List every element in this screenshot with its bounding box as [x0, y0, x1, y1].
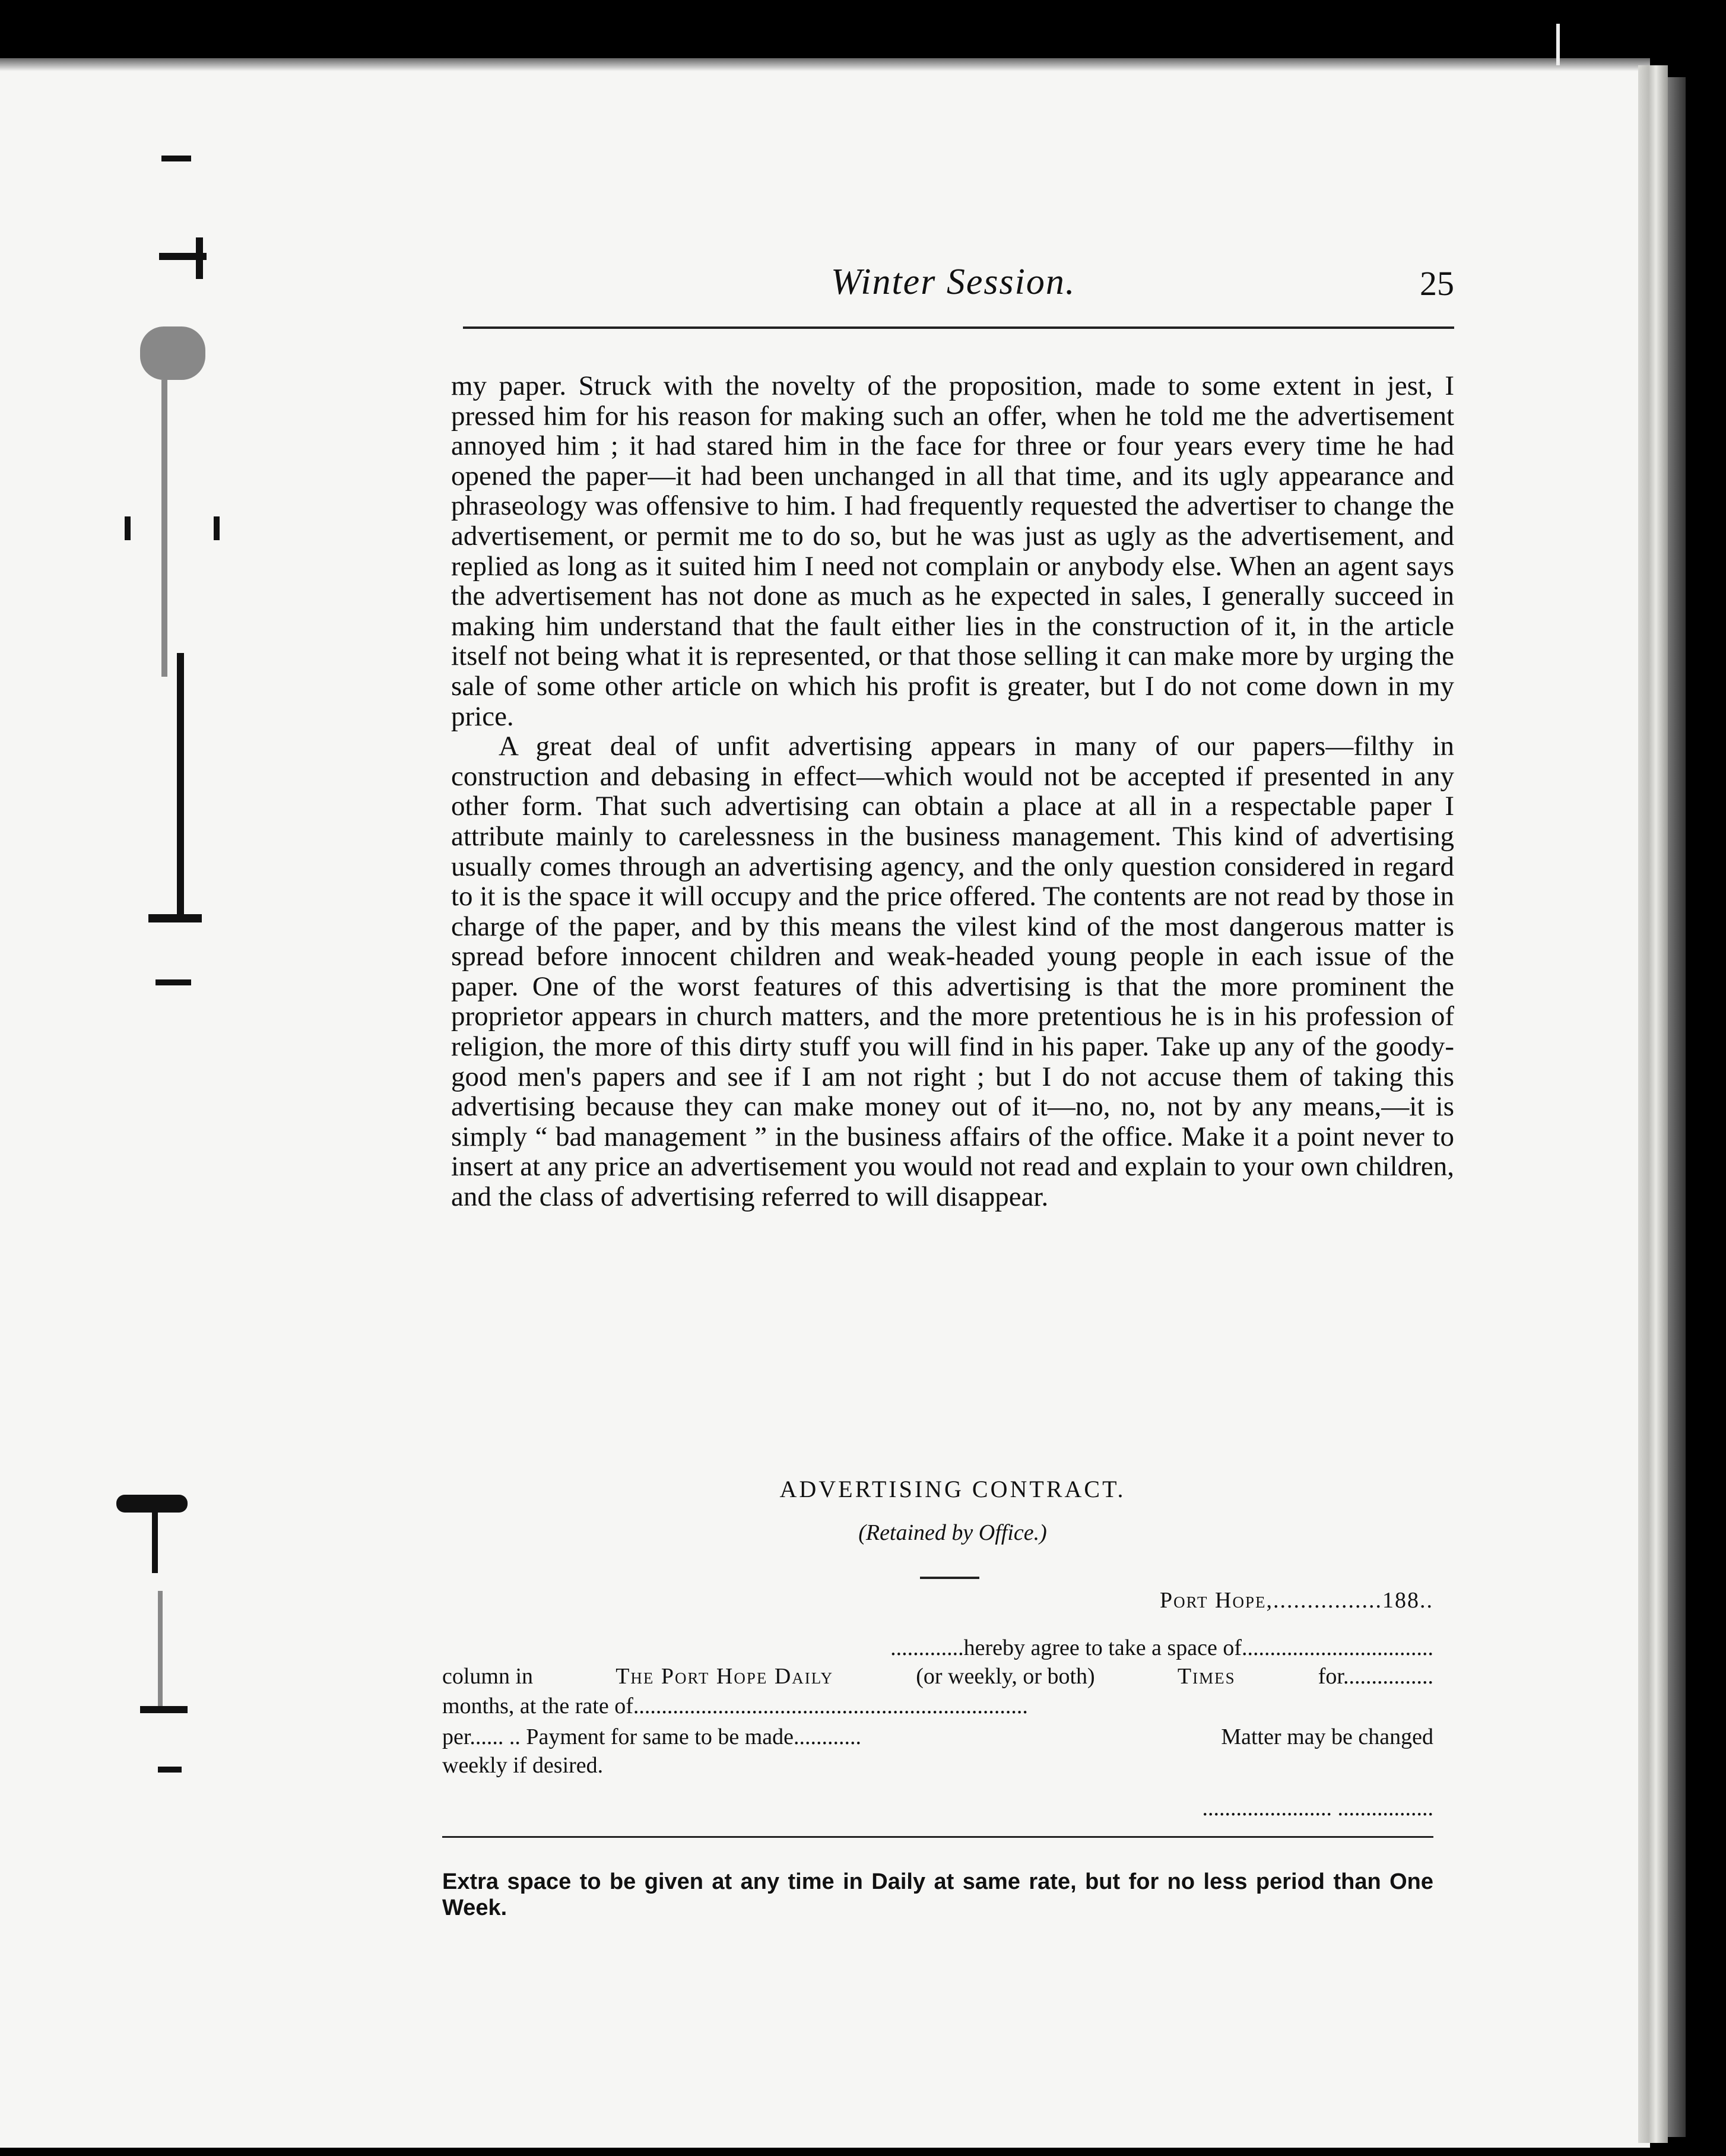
binding-mark	[158, 1591, 163, 1710]
page-edge-shadow	[1668, 77, 1686, 2137]
body-text	[451, 371, 1454, 1212]
place-date-line: Port Hope,................188..	[1160, 1588, 1433, 1613]
section-divider	[920, 1577, 979, 1579]
binding-mark	[148, 914, 202, 922]
paragraph: A great deal of unfit advertising appears in many of our papers—filthy in construction and debasing in effect—which would not be accepted if presented in any other form. That such advertising can obtain a place at all in a respectable paper I attribute mainly to carelessness in the business management. This kind of advertising usually comes through an advertising agency, and the only question considered in regard to it is the space it will occupy and the price offered. The contents are not read by those in charge of the paper, and by this means the vilest kind of the most dangerous matter is spread before innocent children and weak-headed young people in each issue of the paper. One of the worst features of this advertising is that the more prominent the proprietor appears in church matters, and the more pretentious he is in his profession of religion, the more of this dirty stuff you will find in his paper. Take up any of the goody-good men's papers and see if I am not right ; but I do not accuse them of taking this advertising because they can make money out of it—no, no, not by any means,—it is simply “ bad management ” in the business affairs of the office. Make it a point never to insert at any price an advertisement you would not read and explain to your own children, and the class of advertising referred to will disappear.	[451, 731, 1454, 1213]
paragraph: my paper. Struck with the novelty of the proposition, made to some extent in jest, I pressed him for his reason for making such an offer, when he told me the advertisement annoyed him ; it had stared him in the face for three or four years every time he had opened the paper—it had been unchanged in all that time, and its ugly appearance and phraseology was offensive to him. I had frequently requested the advertiser to change the advertisement, or permit me to do so, but he was just as ugly as the advertisement, and replied as long as it suited him I need not complain or anybody else. When an agent says the advertisement has not done as much as he expected in sales, I generally succeed in making him understand that the fault either lies in the construction of it, in the article itself not being what it is represented, or that those selling it can make more by urging the sale of some other article on which his profit is greater, but I do not come down in my price.	[451, 370, 1454, 732]
binding-mark	[140, 326, 205, 380]
footer-note: Extra space to be given at any time in Daily at same rate, but for no less period than One Week.	[442, 1869, 1433, 1920]
contract-line: per...... .. Payment for same to be made............ Matter may be changed	[442, 1724, 1433, 1749]
binding-mark	[214, 516, 220, 540]
binding-mark	[156, 979, 191, 985]
signature-line: ....................... .................	[1202, 1796, 1433, 1821]
binding-mark	[140, 1706, 188, 1713]
contract-subtitle: (Retained by Office.)	[858, 1520, 1047, 1545]
contract-line: .............hereby agree to take a space of..................................	[890, 1635, 1433, 1660]
binding-mark	[161, 156, 191, 161]
binding-mark	[161, 380, 167, 677]
binding-mark	[177, 653, 184, 914]
page-edge	[1638, 65, 1668, 2143]
contract-line: weekly if desired.	[442, 1753, 604, 1778]
running-head: Winter Session.	[831, 262, 1076, 302]
page-header	[463, 261, 1454, 309]
binding-mark	[152, 1508, 158, 1573]
binding-mark	[196, 237, 203, 279]
binding-mark	[125, 516, 131, 540]
header-rule	[463, 326, 1454, 329]
contract-line: column in The Port Hope Daily (or weekly, or both) Times for................	[442, 1664, 1433, 1689]
binding-mark	[158, 1767, 182, 1773]
binding-mark	[1556, 24, 1560, 65]
footer-rule	[442, 1836, 1433, 1838]
page-number: 25	[1420, 264, 1454, 303]
contract-title: ADVERTISING CONTRACT.	[779, 1476, 1126, 1502]
contract-line: months, at the rate of......................................................................	[442, 1694, 1028, 1719]
page-top-shadow	[0, 58, 1650, 71]
